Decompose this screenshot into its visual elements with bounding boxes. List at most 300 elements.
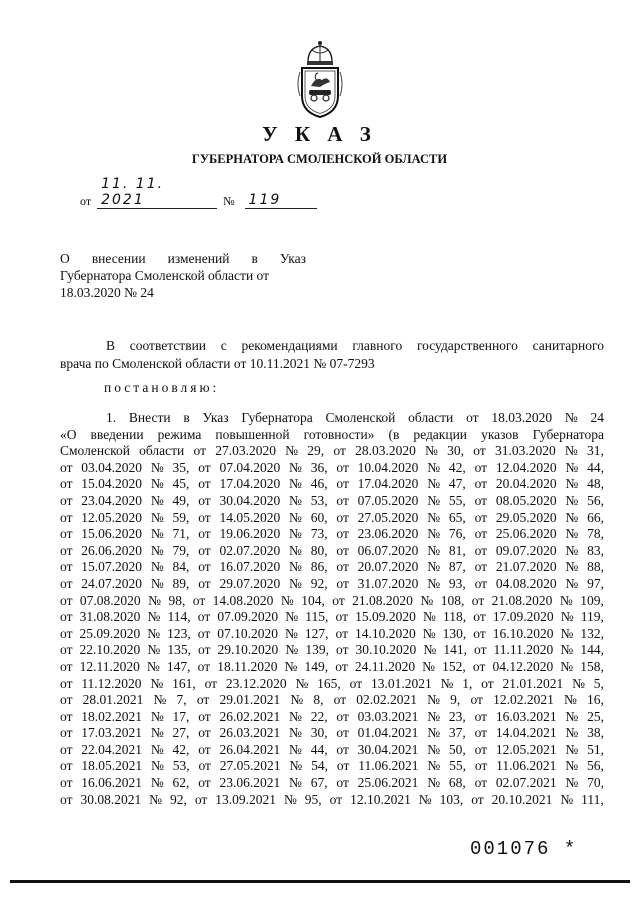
body-line xyxy=(60,642,604,659)
word: от xyxy=(198,775,211,791)
body-line xyxy=(60,476,604,493)
word: № xyxy=(289,725,302,741)
word: № xyxy=(150,575,164,591)
word: 98, xyxy=(168,592,186,608)
word: от xyxy=(472,658,486,674)
word: 88, xyxy=(587,559,604,575)
word: главного xyxy=(352,338,403,353)
word: № xyxy=(565,559,579,575)
subject-block xyxy=(60,250,306,301)
word: 26.04.2021 xyxy=(219,741,281,757)
body-line xyxy=(60,460,604,477)
word: от xyxy=(336,542,349,558)
word: № xyxy=(427,526,441,542)
word: 36, xyxy=(310,459,328,475)
word: 55, xyxy=(448,492,466,508)
word: № xyxy=(289,476,302,492)
body-line xyxy=(60,758,604,775)
word: 15.07.2020 xyxy=(81,559,143,575)
word: от xyxy=(333,443,346,459)
word: 24.07.2020 xyxy=(81,575,143,591)
word: 15.09.2020 xyxy=(355,609,416,625)
word: от xyxy=(198,741,211,757)
word: 87, xyxy=(448,559,466,575)
word: 118, xyxy=(443,609,467,625)
word: 65, xyxy=(448,509,466,525)
word: от xyxy=(60,775,73,791)
word: от xyxy=(336,509,349,525)
registration-stamp: 001076 * xyxy=(470,838,578,860)
word: № xyxy=(289,575,302,591)
word: 42, xyxy=(172,741,190,757)
word: «О xyxy=(60,426,77,442)
word: 161, xyxy=(172,675,196,691)
word: редакции xyxy=(413,426,468,442)
word: 08.05.2020 xyxy=(495,492,557,508)
word: 27.05.2021 xyxy=(219,758,281,774)
word: 38, xyxy=(587,725,604,741)
word: № xyxy=(283,791,297,807)
word: 73, xyxy=(310,526,328,542)
word: № xyxy=(565,725,579,741)
word: 11.12.2020 xyxy=(81,675,142,691)
word: 22, xyxy=(310,708,328,724)
word: 10.04.2020 xyxy=(357,459,419,475)
word: 44, xyxy=(587,459,604,475)
word: от xyxy=(60,642,73,658)
word: № xyxy=(150,758,164,774)
word: готовности» xyxy=(303,426,375,442)
word: № xyxy=(427,509,441,525)
word: 23.12.2020 xyxy=(225,675,287,691)
body-line xyxy=(60,593,604,610)
word: № xyxy=(150,559,164,575)
word: 07.09.2020 xyxy=(217,609,279,625)
word: № xyxy=(150,526,164,542)
word: 7, xyxy=(176,692,187,708)
word: от xyxy=(204,675,218,691)
preamble-line-2: врача по Смоленской области от 10.11.2021 № 07-7293 xyxy=(60,356,375,371)
word: № xyxy=(284,625,298,641)
word: 51, xyxy=(587,741,604,757)
date-number-line xyxy=(80,176,317,209)
word: от xyxy=(335,658,348,674)
word: 70, xyxy=(587,775,604,791)
word: 11.06.2021 xyxy=(496,758,557,774)
word: 95, xyxy=(304,791,322,807)
word: № xyxy=(289,775,302,791)
word: 27.05.2020 xyxy=(357,509,419,525)
word: 29.10.2020 xyxy=(217,642,279,658)
word: от xyxy=(197,625,211,641)
word: 81, xyxy=(448,542,466,558)
word: 25.09.2020 xyxy=(79,625,141,641)
word: 23.06.2021 xyxy=(219,775,281,791)
word: указов xyxy=(481,426,519,442)
word: от xyxy=(60,609,73,625)
word: 54, xyxy=(311,758,329,774)
number-value: 119 xyxy=(245,192,317,209)
word: 07.10.2020 xyxy=(217,625,278,641)
subject-line xyxy=(60,250,306,267)
body-line xyxy=(60,493,604,510)
word: от xyxy=(60,791,73,807)
word: от xyxy=(474,526,488,542)
word: от xyxy=(474,559,488,575)
word: 04.08.2020 xyxy=(495,575,557,591)
word: 31.08.2020 xyxy=(79,609,141,625)
word: от xyxy=(474,741,488,757)
word: от xyxy=(60,526,73,542)
word: от xyxy=(197,609,211,625)
word: от xyxy=(335,609,348,625)
word: № xyxy=(427,775,441,791)
word: от xyxy=(60,758,73,774)
word: от xyxy=(198,708,211,724)
word: № xyxy=(560,625,574,641)
word: № xyxy=(423,642,437,658)
word: 16.07.2020 xyxy=(219,559,281,575)
word: от xyxy=(329,791,343,807)
body-line xyxy=(60,609,604,626)
word: 149, xyxy=(304,658,329,674)
word: 02.07.2020 xyxy=(219,542,281,558)
word: 135, xyxy=(167,642,191,658)
word: № xyxy=(150,708,164,724)
word: 07.04.2020 xyxy=(219,459,281,475)
word: 97, xyxy=(587,575,604,591)
word: государственного xyxy=(416,338,518,353)
body-line xyxy=(60,659,604,676)
subject-line xyxy=(60,267,306,284)
word: 24.11.2020 xyxy=(354,658,416,674)
word: 30.04.2021 xyxy=(357,741,419,757)
date-label: от xyxy=(80,194,92,208)
word: 21.01.2021 xyxy=(502,675,564,691)
word: 18.03.2020 № 24 xyxy=(60,285,154,300)
word: 59, xyxy=(172,509,190,525)
word: № xyxy=(289,542,302,558)
word: 152, xyxy=(442,658,466,674)
word: внесении xyxy=(91,251,146,266)
word: № xyxy=(565,741,579,757)
word: 158, xyxy=(580,658,604,674)
body-line xyxy=(60,742,604,759)
word: № xyxy=(147,625,161,641)
word: 17.03.2021 xyxy=(81,725,143,741)
word: 147, xyxy=(166,658,191,674)
word: № xyxy=(565,476,579,492)
word: от xyxy=(474,542,488,558)
word: № xyxy=(289,559,302,575)
word: 89, xyxy=(172,575,190,591)
word: 02.02.2021 xyxy=(356,692,417,708)
word: от xyxy=(473,609,486,625)
word: от xyxy=(336,741,349,757)
word: Внести xyxy=(128,410,171,425)
word: от xyxy=(336,459,349,475)
word: 29, xyxy=(307,443,325,459)
word: 13.01.2021 xyxy=(370,675,432,691)
word: № xyxy=(150,459,164,475)
word: 29.01.2021 xyxy=(219,692,281,708)
word: от xyxy=(481,675,494,691)
word: от xyxy=(60,725,73,741)
word: 03.04.2020 xyxy=(81,459,143,475)
word: № xyxy=(150,542,164,558)
word: 92, xyxy=(310,575,328,591)
body-line xyxy=(60,792,604,809)
word: № xyxy=(420,592,434,608)
word: режима xyxy=(157,426,202,442)
word: 11.11.2020 xyxy=(493,642,554,658)
word: от xyxy=(336,526,349,542)
word: от xyxy=(474,459,488,475)
word: от xyxy=(474,642,487,658)
body-line xyxy=(60,410,604,427)
word: 23.04.2020 xyxy=(81,492,143,508)
word: 132, xyxy=(580,625,604,641)
word: № xyxy=(422,625,436,641)
word: № xyxy=(427,725,441,741)
word: от xyxy=(198,492,211,508)
word: 16.06.2021 xyxy=(81,775,143,791)
word: № xyxy=(560,658,574,674)
word: 144, xyxy=(580,642,604,658)
word: от xyxy=(470,692,483,708)
word: № xyxy=(572,675,585,691)
body-line xyxy=(60,427,604,444)
word: № xyxy=(565,542,579,558)
word: № xyxy=(149,791,163,807)
word: 22.10.2020 xyxy=(79,642,141,658)
word: 30, xyxy=(447,443,465,459)
word: 26.02.2021 xyxy=(219,708,281,724)
word: 16.10.2020 xyxy=(492,625,554,641)
word: № xyxy=(427,708,441,724)
word: от xyxy=(192,592,206,608)
word: № xyxy=(565,509,579,525)
word: 56, xyxy=(587,492,604,508)
word: 49, xyxy=(172,492,190,508)
word: 79, xyxy=(172,542,190,558)
word: 17.04.2020 xyxy=(219,476,281,492)
word: № xyxy=(150,675,164,691)
number-label: № xyxy=(223,194,235,208)
word: от xyxy=(194,791,208,807)
word: 62, xyxy=(172,775,190,791)
word: № xyxy=(564,443,578,459)
word: № xyxy=(560,791,574,807)
word: 16.03.2021 xyxy=(495,708,557,724)
word: № xyxy=(565,526,579,542)
word: 18.03.2020 xyxy=(491,410,553,425)
word: изменений xyxy=(167,251,230,266)
word: 123, xyxy=(167,625,191,641)
word: 5, xyxy=(593,675,604,691)
word: от xyxy=(336,775,349,791)
word: 04.12.2020 xyxy=(492,658,554,674)
word: Губернатора xyxy=(532,426,604,442)
word: от xyxy=(198,642,211,658)
document-title: У К А З xyxy=(262,122,377,146)
word: 92, xyxy=(169,791,187,807)
word: Указ xyxy=(279,251,306,266)
word: 46, xyxy=(310,476,328,492)
word: № xyxy=(427,741,441,757)
word: 141, xyxy=(443,642,467,658)
word: 119, xyxy=(580,609,604,625)
word: соответствии xyxy=(129,338,207,353)
word: № xyxy=(418,791,432,807)
word: 44, xyxy=(310,741,328,757)
word: от xyxy=(471,791,484,807)
word: 86, xyxy=(310,559,328,575)
word: от xyxy=(336,476,349,492)
word: № xyxy=(427,459,441,475)
word: № xyxy=(565,775,579,791)
word: 03.03.2021 xyxy=(357,708,419,724)
bottom-rule xyxy=(10,880,630,883)
word: 68, xyxy=(448,775,466,791)
word: 23, xyxy=(448,708,466,724)
word: 53, xyxy=(310,492,328,508)
word: 30.04.2020 xyxy=(219,492,281,508)
word: № xyxy=(425,443,438,459)
preamble-line-1 xyxy=(60,337,604,355)
word: № xyxy=(564,410,578,425)
word: № xyxy=(422,609,436,625)
word: от xyxy=(473,443,486,459)
word: 60, xyxy=(310,509,328,525)
word: от xyxy=(198,758,211,774)
word: 53, xyxy=(172,758,190,774)
word: от xyxy=(198,575,211,591)
body-line xyxy=(60,725,604,742)
subject-line xyxy=(60,284,306,301)
word: № xyxy=(427,559,441,575)
body-line xyxy=(60,626,604,643)
word: № xyxy=(422,658,436,674)
word: 14.08.2020 xyxy=(212,592,274,608)
word: № xyxy=(285,609,299,625)
word: 55, xyxy=(449,758,466,774)
word: от xyxy=(60,492,73,508)
word: 127, xyxy=(304,625,329,641)
word: санитарного xyxy=(532,338,604,353)
word: от xyxy=(474,476,488,492)
word: 14.04.2021 xyxy=(495,725,557,741)
word: 29.05.2020 xyxy=(495,509,557,525)
word: от xyxy=(474,509,488,525)
body-line xyxy=(60,709,604,726)
word: 35, xyxy=(172,459,190,475)
word: от xyxy=(332,592,345,608)
word: 109, xyxy=(580,592,604,608)
word: от xyxy=(466,410,479,425)
body-line xyxy=(60,443,604,460)
word: 76, xyxy=(448,526,466,542)
word: 83, xyxy=(587,542,604,558)
word: 103, xyxy=(439,791,464,807)
word: 16, xyxy=(586,692,604,708)
word: 47, xyxy=(448,476,466,492)
word: № xyxy=(148,592,161,608)
word: О xyxy=(60,251,70,266)
word: 27, xyxy=(172,725,190,741)
word: 67, xyxy=(310,775,328,791)
word: от xyxy=(60,592,73,608)
word: от xyxy=(336,758,350,774)
word: 19.06.2020 xyxy=(219,526,281,542)
word: № xyxy=(289,758,303,774)
word: от xyxy=(336,725,349,741)
word: от xyxy=(474,725,488,741)
word: 12.05.2021 xyxy=(495,741,557,757)
word: № xyxy=(427,492,441,508)
word: от xyxy=(198,459,211,475)
word: № xyxy=(285,642,299,658)
word: № xyxy=(150,509,164,525)
word: от xyxy=(60,658,73,674)
word: Губернатора Смоленской области от xyxy=(60,268,270,283)
word: 30, xyxy=(310,725,328,741)
word: 18.11.2020 xyxy=(217,658,278,674)
word: 23.06.2020 xyxy=(357,526,419,542)
body-line xyxy=(60,692,604,709)
word: 12.02.2021 xyxy=(493,692,554,708)
word: 130, xyxy=(442,625,467,641)
word: от xyxy=(474,758,488,774)
body-line xyxy=(60,559,604,576)
word: Смоленской xyxy=(325,410,396,425)
word: от xyxy=(60,692,73,708)
body-line xyxy=(60,543,604,560)
word: от xyxy=(336,708,349,724)
word: 15.06.2020 xyxy=(81,526,143,542)
word: № xyxy=(290,692,304,708)
document-subtitle: ГУБЕРНАТОРА СМОЛЕНСКОЙ ОБЛАСТИ xyxy=(191,152,448,166)
word: 115, xyxy=(305,609,329,625)
word: области xyxy=(139,443,185,459)
word: 24 xyxy=(590,410,604,425)
word: в xyxy=(183,410,190,425)
word: 111, xyxy=(581,791,604,807)
word: № xyxy=(289,492,302,508)
word: № xyxy=(559,592,573,608)
word: 06.07.2020 xyxy=(357,542,419,558)
word: 50, xyxy=(448,741,466,757)
word: № xyxy=(289,526,302,542)
word: от xyxy=(60,459,73,475)
word: от xyxy=(198,542,211,558)
word: 07.08.2020 xyxy=(79,592,141,608)
word: от xyxy=(60,575,73,591)
word: 31.07.2020 xyxy=(357,575,419,591)
word: от xyxy=(198,559,211,575)
word: 12.04.2020 xyxy=(495,459,557,475)
word: от xyxy=(198,509,211,525)
word: № xyxy=(289,509,302,525)
word: от xyxy=(335,625,348,641)
word: 37, xyxy=(448,725,466,741)
word: Указ xyxy=(202,410,229,425)
word: 25, xyxy=(587,708,604,724)
word: 22.04.2021 xyxy=(81,741,143,757)
word: 1, xyxy=(462,675,473,691)
word: от xyxy=(60,476,73,492)
word: повышенной xyxy=(215,426,290,442)
